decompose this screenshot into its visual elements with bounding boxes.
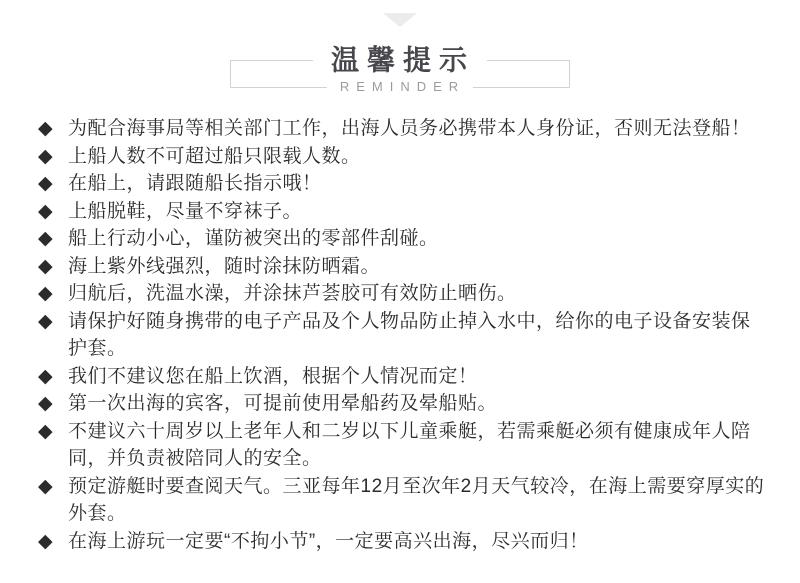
list-item — [38, 308, 766, 363]
reminder-text: 为配合海事局等相关部门工作，出海人员务必携带本人身份证，否则无法登船！ — [68, 118, 751, 139]
reminder-text: 在船上，请跟随船长指示哦！ — [68, 173, 322, 194]
reminder-notice-page — [0, 13, 800, 583]
reminder-text: 我们不建议您在船上饮酒，根据个人情况而定！ — [68, 365, 478, 387]
reminder-text: 在海上游玩一定要“不拘小节”，一定要高兴出海，尽兴而归！ — [68, 530, 589, 552]
diamond-bullet-icon: ◆ — [38, 173, 53, 194]
reminder-text: 第一次出海的宾客，可提前使用晕船药及晕船贴。 — [68, 393, 498, 414]
diamond-bullet-icon: ◆ — [38, 365, 53, 387]
diamond-bullet-icon: ◆ — [38, 393, 53, 414]
diamond-bullet-icon: ◆ — [38, 530, 53, 552]
page-title: 温馨提示 — [313, 46, 487, 77]
down-triangle-icon — [383, 13, 417, 27]
diamond-bullet-icon: ◆ — [38, 475, 53, 497]
list-item — [38, 528, 766, 556]
list-item — [38, 143, 766, 171]
reminder-text: 上船脱鞋，尽量不穿袜子。 — [68, 200, 303, 222]
reminder-text: 海上紫外线强烈，随时涂抹防晒霜。 — [68, 255, 381, 277]
list-item — [38, 390, 766, 418]
diamond-bullet-icon: ◆ — [38, 283, 53, 304]
diamond-bullet-icon: ◆ — [38, 310, 53, 332]
header — [230, 44, 570, 95]
reminder-text: 上船人数不可超过船只限载人数。 — [68, 145, 361, 167]
diamond-bullet-icon: ◆ — [38, 255, 53, 277]
reminder-text: 预定游艇时要查阅天气。三亚每年12月至次年2月天气较冷，在海上需要穿厚实的外套。 — [68, 475, 765, 524]
page-subtitle: REMINDER — [327, 79, 473, 95]
reminder-text: 归航后，洗温水澡，并涂抹芦荟胶可有效防止晒伤。 — [68, 283, 517, 304]
diamond-bullet-icon: ◆ — [38, 145, 53, 167]
reminder-text: 请保护好随身携带的电子产品及个人物品防止掉入水中，给你的电子设备安装保护套。 — [68, 310, 751, 359]
list-item — [38, 280, 766, 308]
diamond-bullet-icon: ◆ — [38, 200, 53, 222]
list-item — [38, 198, 766, 226]
list-item — [38, 363, 766, 391]
reminder-list — [0, 115, 800, 555]
list-item — [38, 253, 766, 281]
list-item — [38, 225, 766, 253]
reminder-text: 船上行动小心，谨防被突出的零部件刮碰。 — [68, 228, 439, 249]
diamond-bullet-icon: ◆ — [38, 420, 53, 442]
list-item — [38, 170, 766, 198]
reminder-text: 不建议六十周岁以上老年人和二岁以下儿童乘艇，若需乘艇必须有健康成年人陪同，并负责被陪同人的安全。 — [68, 420, 751, 469]
diamond-bullet-icon: ◆ — [38, 228, 53, 249]
list-item — [38, 473, 766, 528]
list-item — [38, 418, 766, 473]
list-item — [38, 115, 766, 143]
diamond-bullet-icon: ◆ — [38, 118, 53, 139]
